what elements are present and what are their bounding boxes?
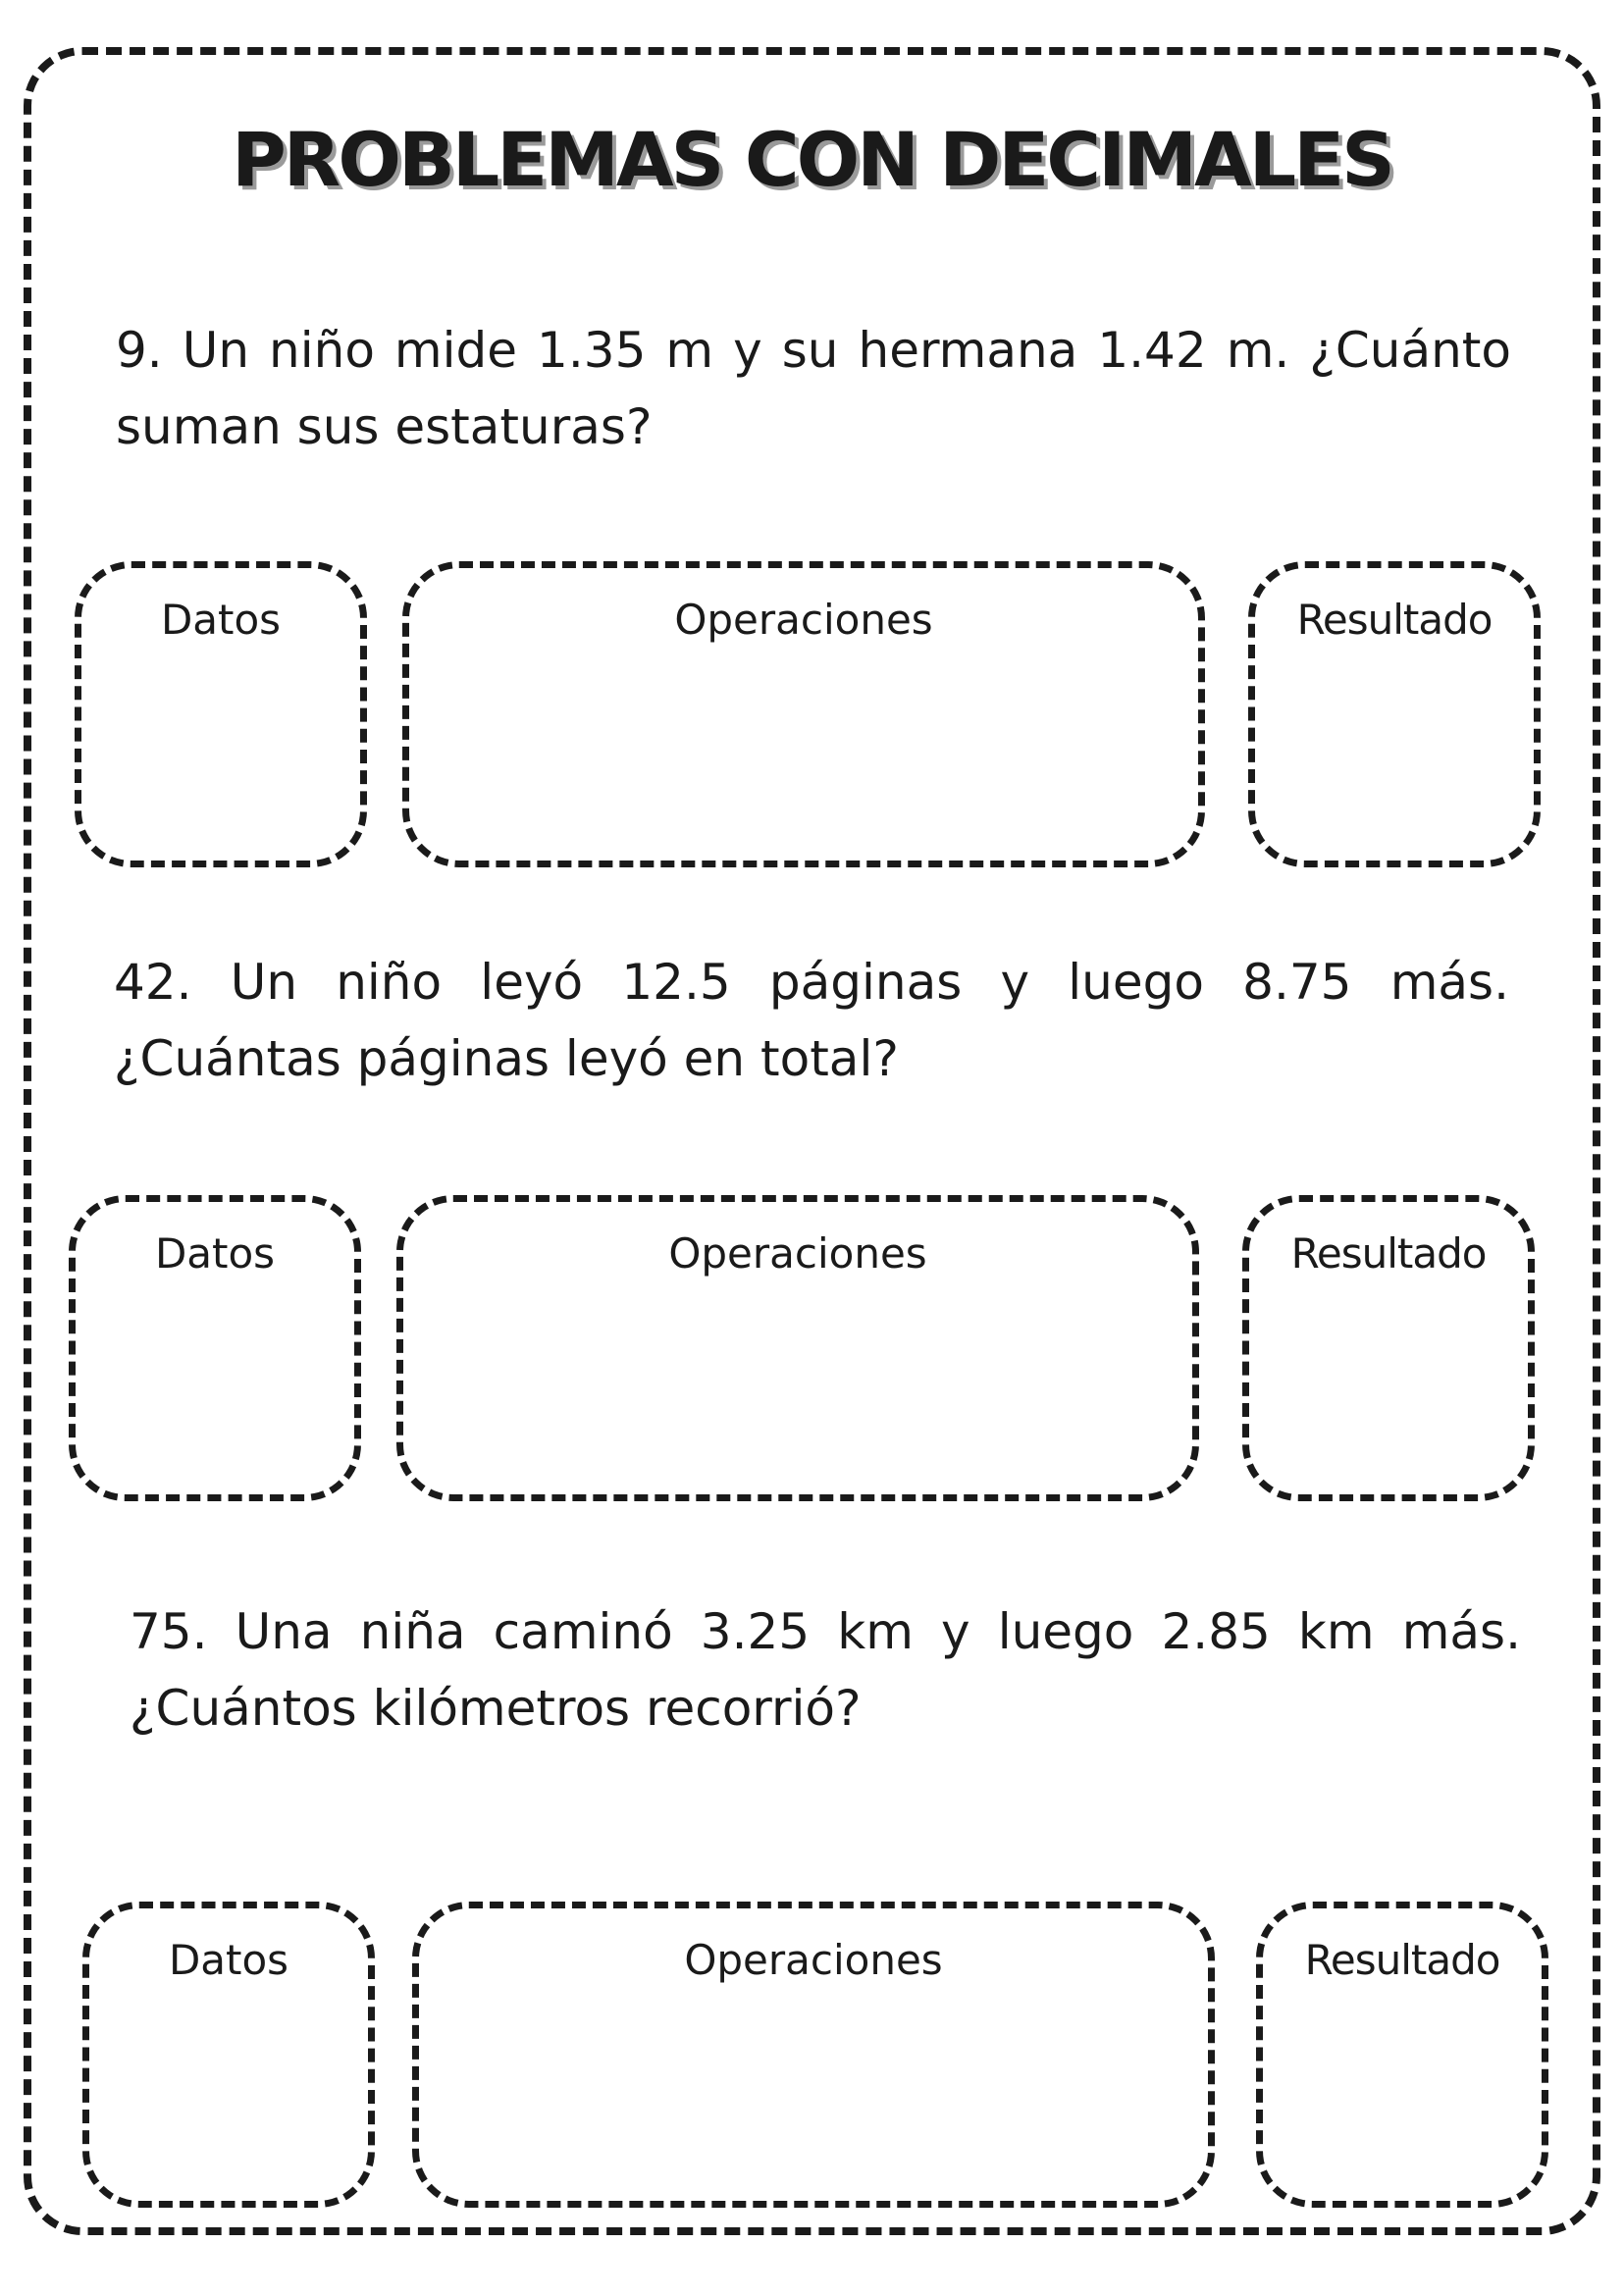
problem-2-resultado-box[interactable] [1242,1195,1535,1501]
problem-3-text: 75. Una niña caminó 3.25 km y luego 2.85 km más. ¿Cuántos kilómetros recorrió? [130,1603,1521,1737]
problem-2-text: 42. Un niño leyó 12.5 páginas y luego 8.75 más. ¿Cuántas páginas leyó en total? [114,954,1509,1087]
page-title: PROBLEMAS CON DECIMALES [232,116,1392,203]
datos-label: Datos [168,1936,289,1984]
problem-3-operaciones-box[interactable] [412,1902,1215,2208]
problem-3-datos-box[interactable] [82,1902,375,2208]
operaciones-label: Operaciones [674,596,933,644]
problem-1-text: 9. Un niño mide 1.35 m y su hermana 1.42 m. ¿Cuánto suman sus estaturas? [116,322,1511,455]
datos-label: Datos [154,1229,276,1278]
operaciones-label: Operaciones [684,1936,943,1984]
problem-1-operaciones-box[interactable] [402,561,1205,867]
datos-label: Datos [160,596,282,644]
problem-1-resultado-box[interactable] [1248,561,1541,867]
resultado-label: Resultado [1290,1229,1487,1278]
resultado-label: Resultado [1296,596,1493,644]
resultado-label: Resultado [1304,1936,1500,1984]
operaciones-label: Operaciones [668,1229,927,1278]
problem-1-datos-box[interactable] [75,561,367,867]
problem-3-resultado-box[interactable] [1256,1902,1548,2208]
problem-2-operaciones-box[interactable] [396,1195,1199,1501]
problem-2-datos-box[interactable] [69,1195,361,1501]
